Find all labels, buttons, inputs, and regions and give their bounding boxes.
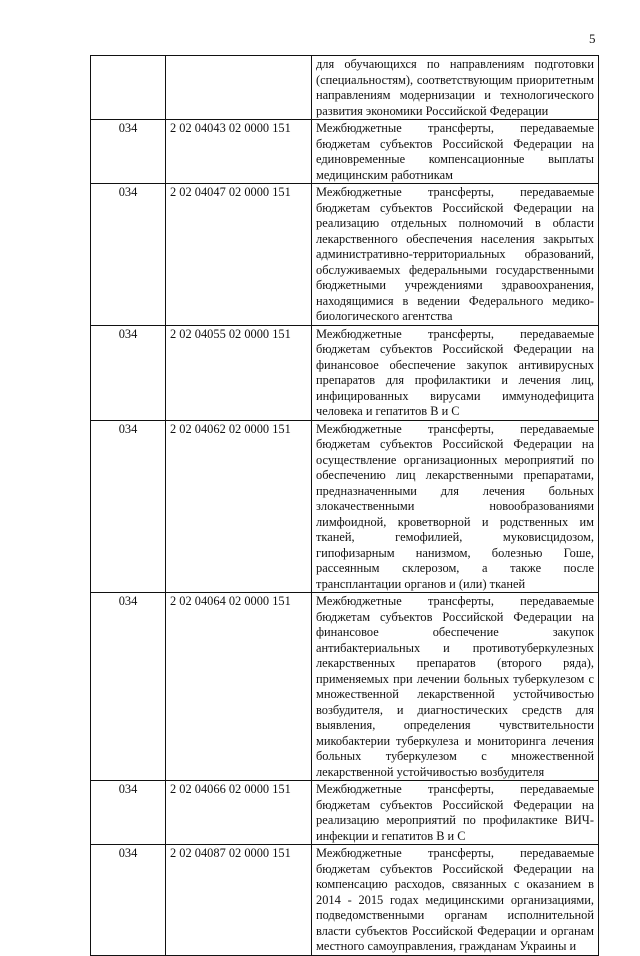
budget-code-cell: 2 02 04087 02 0000 151 xyxy=(166,845,312,956)
table-row xyxy=(91,420,599,593)
admin-code-cell xyxy=(91,56,166,120)
table-row xyxy=(91,120,599,184)
budget-code-cell: 2 02 04064 02 0000 151 xyxy=(166,593,312,781)
admin-code-cell: 034 xyxy=(91,781,166,845)
budget-code-cell: 2 02 04043 02 0000 151 xyxy=(166,120,312,184)
admin-code-cell: 034 xyxy=(91,593,166,781)
budget-code-cell: 2 02 04055 02 0000 151 xyxy=(166,325,312,420)
table-body xyxy=(91,56,599,956)
table-row xyxy=(91,184,599,326)
budget-classification-table xyxy=(90,55,599,956)
description-cell: Межбюджетные трансферты, передаваемые бюджетам субъектов Российской Федерации на компенсацию расходов, связанных с оказанием в 2014 - 2015 годах медицинскими организациями, подведомственными органам исполнительной власти субъектов Российской Федерации и органам местного самоуправления, гражданам Украины и xyxy=(312,845,599,956)
description-cell: Межбюджетные трансферты, передаваемые бюджетам субъектов Российской Федерации на финансовое обеспечение закупок антивирусных препаратов для профилактики и лечения лиц, инфицированных вирусами иммунодефицита человека и гепатитов В и С xyxy=(312,325,599,420)
admin-code-cell: 034 xyxy=(91,845,166,956)
description-cell: Межбюджетные трансферты, передаваемые бюджетам субъектов Российской Федерации на единовременные компенсационные выплаты медицинским работникам xyxy=(312,120,599,184)
table-row xyxy=(91,593,599,781)
budget-code-cell: 2 02 04062 02 0000 151 xyxy=(166,420,312,593)
budget-code-cell: 2 02 04066 02 0000 151 xyxy=(166,781,312,845)
budget-code-cell: 2 02 04047 02 0000 151 xyxy=(166,184,312,326)
table-row xyxy=(91,845,599,956)
description-cell: Межбюджетные трансферты, передаваемые бюджетам субъектов Российской Федерации на реализацию отдельных полномочий в области лекарственного обеспечения населения закрытых административно-территориальных образований, обслуживаемых федеральными государственными бюджетными учреждениями здравоохранения, находящимися в ведении Федерального медико-биологического агентства xyxy=(312,184,599,326)
table-row xyxy=(91,325,599,420)
description-cell: для обучающихся по направлениям подготовки (специальностям), соответствующим приоритетным направлениям модернизации и технологического развития экономики Российской Федерации xyxy=(312,56,599,120)
description-cell: Межбюджетные трансферты, передаваемые бюджетам субъектов Российской Федерации на осуществление организационных мероприятий по обеспечению лиц лекарственными препаратами, предназначенными для лечения больных злокачественными новообразованиями лимфоидной, кроветворной и родственных им тканей, гемофилией, муковисцидозом, гипофизарным нанизмом, болезнью Гоше, рассеянным склерозом, а также после трансплантации органов и (или) тканей xyxy=(312,420,599,593)
table-row xyxy=(91,56,599,120)
page-number: 5 xyxy=(589,31,596,46)
admin-code-cell: 034 xyxy=(91,325,166,420)
description-cell: Межбюджетные трансферты, передаваемые бюджетам субъектов Российской Федерации на реализацию мероприятий по профилактике ВИЧ-инфекции и гепатитов В и С xyxy=(312,781,599,845)
admin-code-cell: 034 xyxy=(91,184,166,326)
admin-code-cell: 034 xyxy=(91,420,166,593)
budget-code-cell xyxy=(166,56,312,120)
table-row xyxy=(91,781,599,845)
description-cell: Межбюджетные трансферты, передаваемые бюджетам субъектов Российской Федерации на финансовое обеспечение закупок антибактериальных и противотуберкулезных лекарственных препаратов (второго ряда), применяемых при лечении больных туберкулезом с множественной лекарственной устойчивостью возбудителя, и диагностических средств для выявления, определения чувствительности микобактерии туберкулеза и мониторинга лечения больных туберкулезом с множественной лекарственной устойчивостью возбудителя xyxy=(312,593,599,781)
admin-code-cell: 034 xyxy=(91,120,166,184)
